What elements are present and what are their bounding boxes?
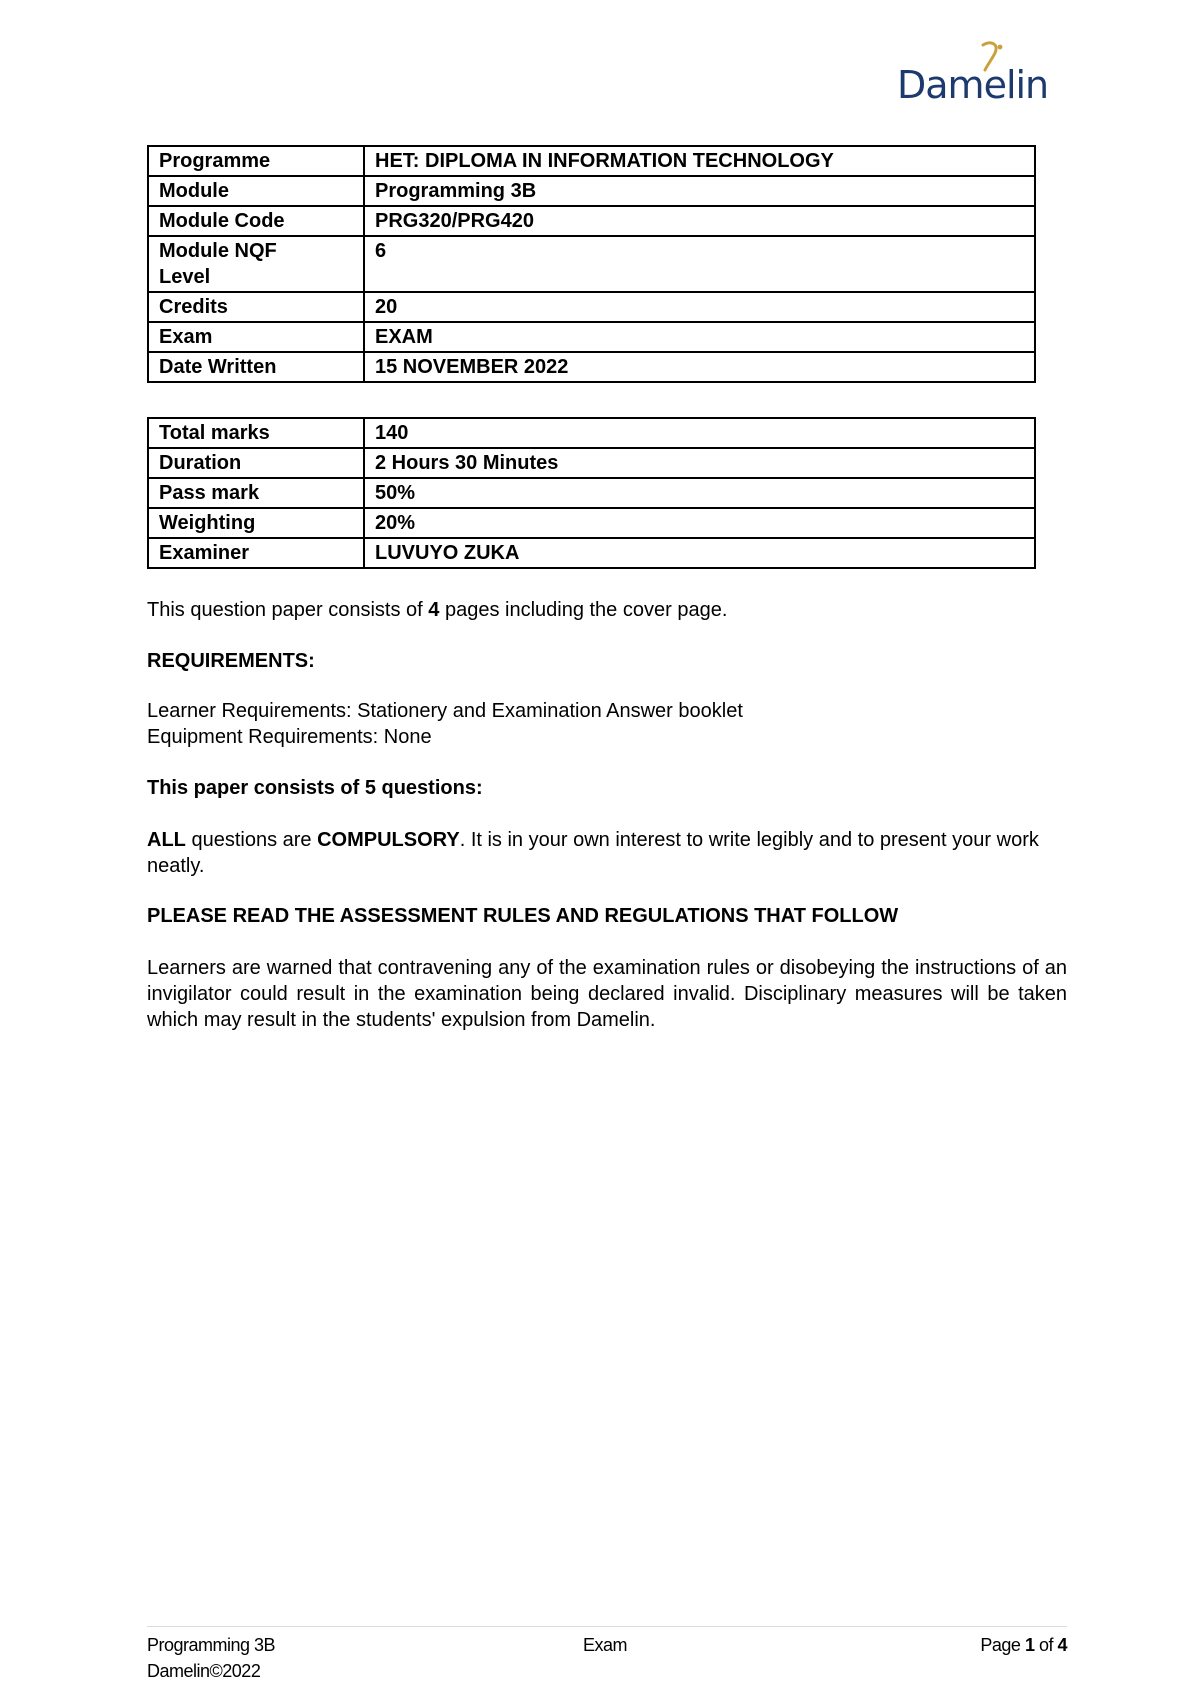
table-row <box>148 176 1035 206</box>
learner-requirements: Learner Requirements: Stationery and Examination Answer booklet <box>147 700 743 722</box>
table-row <box>148 206 1035 236</box>
table-row <box>148 292 1035 322</box>
row-label: Module Code <box>148 206 364 236</box>
footer-page-word: Page <box>980 1635 1025 1655</box>
row-value: HET: DIPLOMA IN INFORMATION TECHNOLOGY <box>364 146 1035 176</box>
module-info-table <box>147 145 1036 383</box>
row-value: 20% <box>364 508 1035 538</box>
compulsory-word: COMPULSORY <box>317 829 460 851</box>
table-row <box>148 448 1035 478</box>
row-value: 20 <box>364 292 1035 322</box>
footer-page-current: 1 <box>1024 1635 1035 1655</box>
pages-statement <box>147 597 1067 623</box>
table-row <box>148 322 1035 352</box>
table-row <box>148 478 1035 508</box>
table-row <box>148 146 1035 176</box>
footer-page-of: of <box>1034 1635 1058 1655</box>
damelin-logo <box>897 40 1049 120</box>
row-label-line: Module NQF <box>159 240 277 262</box>
row-value: 140 <box>364 418 1035 448</box>
row-label: Examiner <box>148 538 364 568</box>
requirements-list <box>147 698 1067 750</box>
compulsory-statement <box>147 827 1067 879</box>
row-value: PRG320/PRG420 <box>364 206 1035 236</box>
footer-page-total: 4 <box>1057 1635 1067 1655</box>
row-label: Exam <box>148 322 364 352</box>
row-label: Module <box>148 176 364 206</box>
row-label: Weighting <box>148 508 364 538</box>
row-label: Total marks <box>148 418 364 448</box>
row-label: Duration <box>148 448 364 478</box>
row-label: Credits <box>148 292 364 322</box>
table-row <box>148 352 1035 382</box>
row-label: Date Written <box>148 352 364 382</box>
footer-copyright: Damelin©2022 <box>147 1661 261 1681</box>
equipment-requirements: Equipment Requirements: None <box>147 726 432 748</box>
table-row <box>148 538 1035 568</box>
marks-info-table <box>147 417 1036 569</box>
footer-type: Exam <box>583 1635 628 1655</box>
table-row <box>148 418 1035 448</box>
requirements-heading: REQUIREMENTS: <box>147 650 315 672</box>
row-value: EXAM <box>364 322 1035 352</box>
row-label: Pass mark <box>148 478 364 508</box>
footer-module: Programming 3B <box>147 1635 276 1655</box>
row-value: LUVUYO ZUKA <box>364 538 1035 568</box>
row-label: Programme <box>148 146 364 176</box>
questions-heading: This paper consists of 5 questions: <box>147 777 483 799</box>
compulsory-all: ALL <box>147 829 186 851</box>
compulsory-mid: questions are <box>185 829 318 851</box>
warning-paragraph: Learners are warned that contravening any of the examination rules or disobeying the instructions of an invigilator could result in the examination being declared invalid. Disciplinary measures will be taken which may result in the students' expulsion from Damelin. <box>147 957 1067 1031</box>
pages-text-post: pages including the cover page. <box>439 599 728 621</box>
page-footer <box>147 1626 1067 1687</box>
table-row <box>148 508 1035 538</box>
rules-heading: PLEASE READ THE ASSESSMENT RULES AND REGULATIONS THAT FOLLOW <box>147 905 899 927</box>
row-value: 50% <box>364 478 1035 508</box>
row-value: 6 <box>364 236 1035 292</box>
row-value: 15 NOVEMBER 2022 <box>364 352 1035 382</box>
table-row <box>148 236 1035 292</box>
row-value: 2 Hours 30 Minutes <box>364 448 1035 478</box>
row-label <box>148 236 364 292</box>
pages-count: 4 <box>428 599 440 621</box>
row-value: Programming 3B <box>364 176 1035 206</box>
compulsory-rest: . It is in your own interest to write legibly and to present your work neatly. <box>147 829 1039 877</box>
logo-text: Damelin <box>897 63 1049 107</box>
footer-page-number <box>980 1635 1067 1656</box>
row-label-line: Level <box>159 266 211 288</box>
pages-text-pre: This question paper consists of <box>147 599 429 621</box>
